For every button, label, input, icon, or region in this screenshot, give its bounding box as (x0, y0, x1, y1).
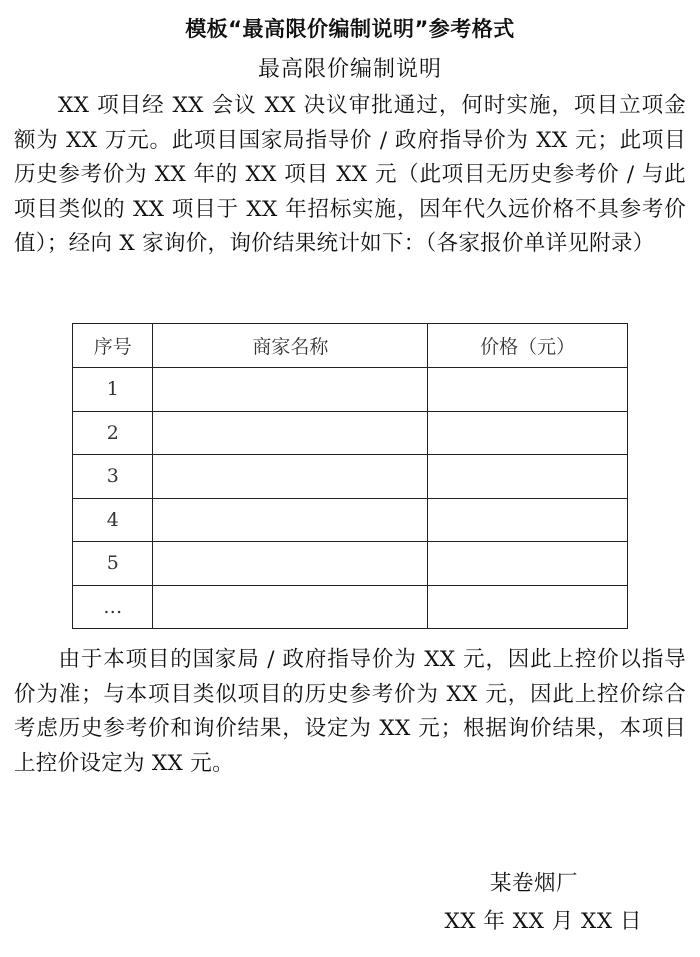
document-heading: 模板“最高限价编制说明”参考格式 (185, 17, 515, 41)
document-subheading: 最高限价编制说明 (257, 57, 442, 82)
table-header-row (73, 324, 628, 368)
row-seq: 1 (73, 368, 153, 412)
signoff-date: XX 年 XX 月 XX 日 (444, 909, 642, 934)
conclusion-paragraph-text: 由于本项目的国家局 / 政府指导价为 XX 元，因此上控价以指导价为准；与本项目类似项目的历史参考价为 XX 元，因此上控价综合考虑历史参考价和询价结果，设定为 XX 元；根据询价结果，本项目上控价设定为 XX 元。 (14, 647, 686, 776)
row-price (428, 542, 628, 586)
table-row (73, 585, 628, 629)
intro-paragraph-text: XX 项目经 XX 会议 XX 决议审批通过，何时实施，项目立项金额为 XX 万元。此项目国家局指导价 / 政府指导价为 XX 元；此项目历史参考价为 XX 年的 XX 项目 XX 元（此项目无历史参考价 / 与此项目类似的 XX 项目于 XX 年招标实施，因年代久远价格不具参考价值）；经向 X 家询价，询价结果统计如下：（各家报价单详见附录） (14, 93, 686, 256)
row-price (428, 368, 628, 412)
quotation-table (72, 323, 628, 629)
row-price (428, 411, 628, 455)
row-seq: 3 (73, 455, 153, 499)
signoff-organization: 某卷烟厂 (489, 871, 578, 896)
header-price: 价格（元） (428, 324, 628, 368)
table-row (73, 498, 628, 542)
header-merchant-name: 商家名称 (153, 324, 428, 368)
row-merchant-name (153, 455, 428, 499)
header-seq: 序号 (73, 324, 153, 368)
row-merchant-name (153, 542, 428, 586)
row-merchant-name (153, 411, 428, 455)
table-row (73, 411, 628, 455)
row-seq: 5 (73, 542, 153, 586)
row-price (428, 455, 628, 499)
conclusion-paragraph (14, 643, 686, 781)
row-price (428, 498, 628, 542)
row-seq: 2 (73, 411, 153, 455)
table-row (73, 368, 628, 412)
row-seq: … (73, 585, 153, 629)
row-seq: 4 (73, 498, 153, 542)
row-merchant-name (153, 585, 428, 629)
intro-paragraph (14, 89, 686, 262)
table-row (73, 455, 628, 499)
row-price (428, 585, 628, 629)
table-row (73, 542, 628, 586)
row-merchant-name (153, 498, 428, 542)
row-merchant-name (153, 368, 428, 412)
